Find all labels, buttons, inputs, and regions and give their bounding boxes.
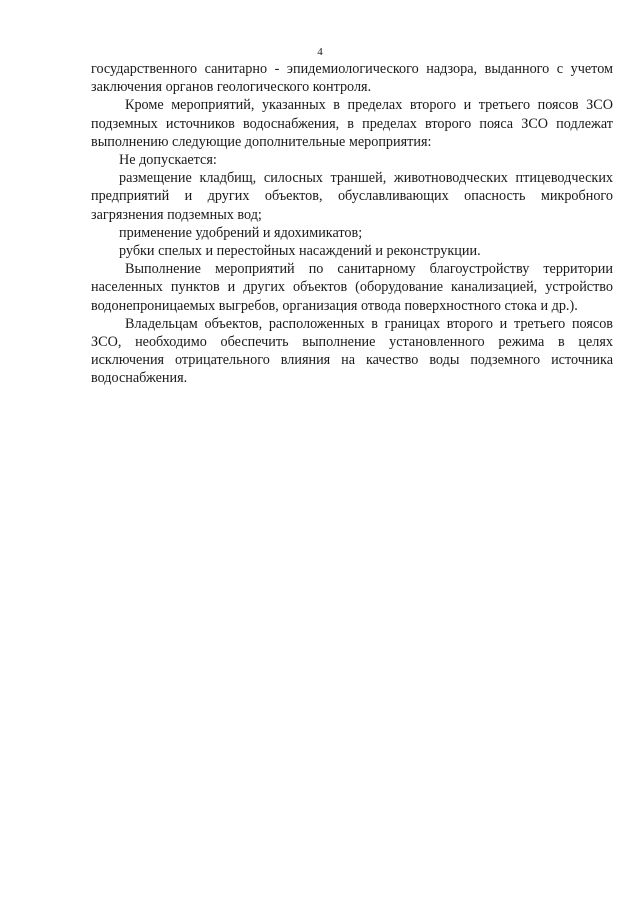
document-body [91,60,613,388]
paragraph-not-allowed-heading: Не допускается: [119,152,217,169]
paragraph-sanitation-measures: Выполнение мероприятий по санитарному благоустройству территории населенных пунктов и других объектов (оборудование канализацией, устройство водонепроницаемых выгребов, организация отвода поверхностного стока и др.). [91,261,613,314]
list-item-fertilizers: применение удобрений и ядохимикатов; [119,224,363,241]
paragraph-owners-obligation: Владельцам объектов, расположенных в границах второго и третьего поясов ЗСО, необходимо обеспечить выполнение установленного режима в целях исключения отрицательного влияния на качество воды подземного источника водоснабжения. [91,315,613,387]
paragraph-continuation: государственного санитарно - эпидемиологического надзора, выданного с учетом заключения органов геологического контроля. [91,61,613,96]
page-number: 4 [317,46,323,58]
list-item-placement: размещение кладбищ, силосных траншей, животноводческих птицеводческих предприятий и других объектов, обуславливающих опасность микробного загрязнения подземных вод; [91,170,613,223]
paragraph-additional-measures: Кроме мероприятий, указанных в пределах второго и третьего поясов ЗСО подземных источников водоснабжения, в пределах второго пояса ЗСО подлежат выполнению следующие дополнительные мероприятия: [91,97,613,150]
list-item-logging: рубки спелых и перестойных насаждений и реконструкции. [119,243,481,260]
